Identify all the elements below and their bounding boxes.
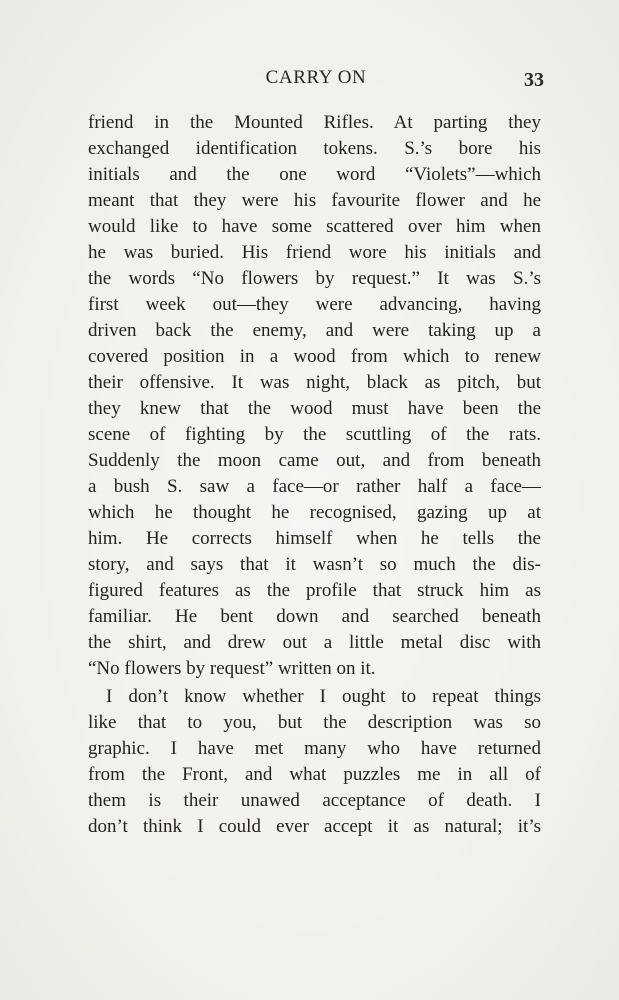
text-line: their offensive. It was night, black as pitch, but [88,372,541,393]
text-line: initials and the one word “Violets”—which [88,164,541,185]
text-line: exchanged identification tokens. S.’s bore his [88,138,541,159]
running-head [88,67,544,97]
text-line: like that to you, but the description was so [88,712,541,733]
text-line: the words “No flowers by request.” It was S.’s [88,268,541,289]
text-line: the shirt, and drew out a little metal disc with [88,632,541,653]
text-line: meant that they were his favourite flower and he [88,190,541,211]
text-line: a bush S. saw a face—or rather half a face— [88,476,541,497]
text-line: I don’t know whether I ought to repeat things [106,686,541,707]
text-line: them is their unawed acceptance of death. I [88,790,541,811]
paragraph-2 [88,684,541,840]
running-title: CARRY ON [265,67,367,88]
text-line: familiar. He bent down and searched beneath [88,606,541,627]
text-line: scene of fighting by the scuttling of the rats. [88,424,541,445]
paragraph-1 [88,110,541,682]
text-line: would like to have some scattered over him when [88,216,541,237]
text-line: “No flowers by request” written on it. [88,658,376,679]
text-line: story, and says that it wasn’t so much the dis- [88,554,541,575]
text-line: he was buried. His friend wore his initials and [88,242,541,263]
text-line: from the Front, and what puzzles me in all of [88,764,541,785]
text-line: graphic. I have met many who have returned [88,738,541,759]
body-text [88,110,541,840]
text-line: they knew that the wood must have been the [88,398,541,419]
page-number: 33 [524,69,544,91]
text-line: Suddenly the moon came out, and from beneath [88,450,541,471]
text-line: first week out—they were advancing, having [88,294,541,315]
text-line: him. He corrects himself when he tells the [88,528,541,549]
text-line: friend in the Mounted Rifles. At parting they [88,112,541,133]
text-line: don’t think I could ever accept it as natural; it’s [88,816,541,837]
text-line: covered position in a wood from which to renew [88,346,541,367]
text-line: figured features as the profile that struck him as [88,580,541,601]
text-line: which he thought he recognised, gazing up at [88,502,541,523]
text-line: driven back the enemy, and were taking up a [88,320,541,341]
